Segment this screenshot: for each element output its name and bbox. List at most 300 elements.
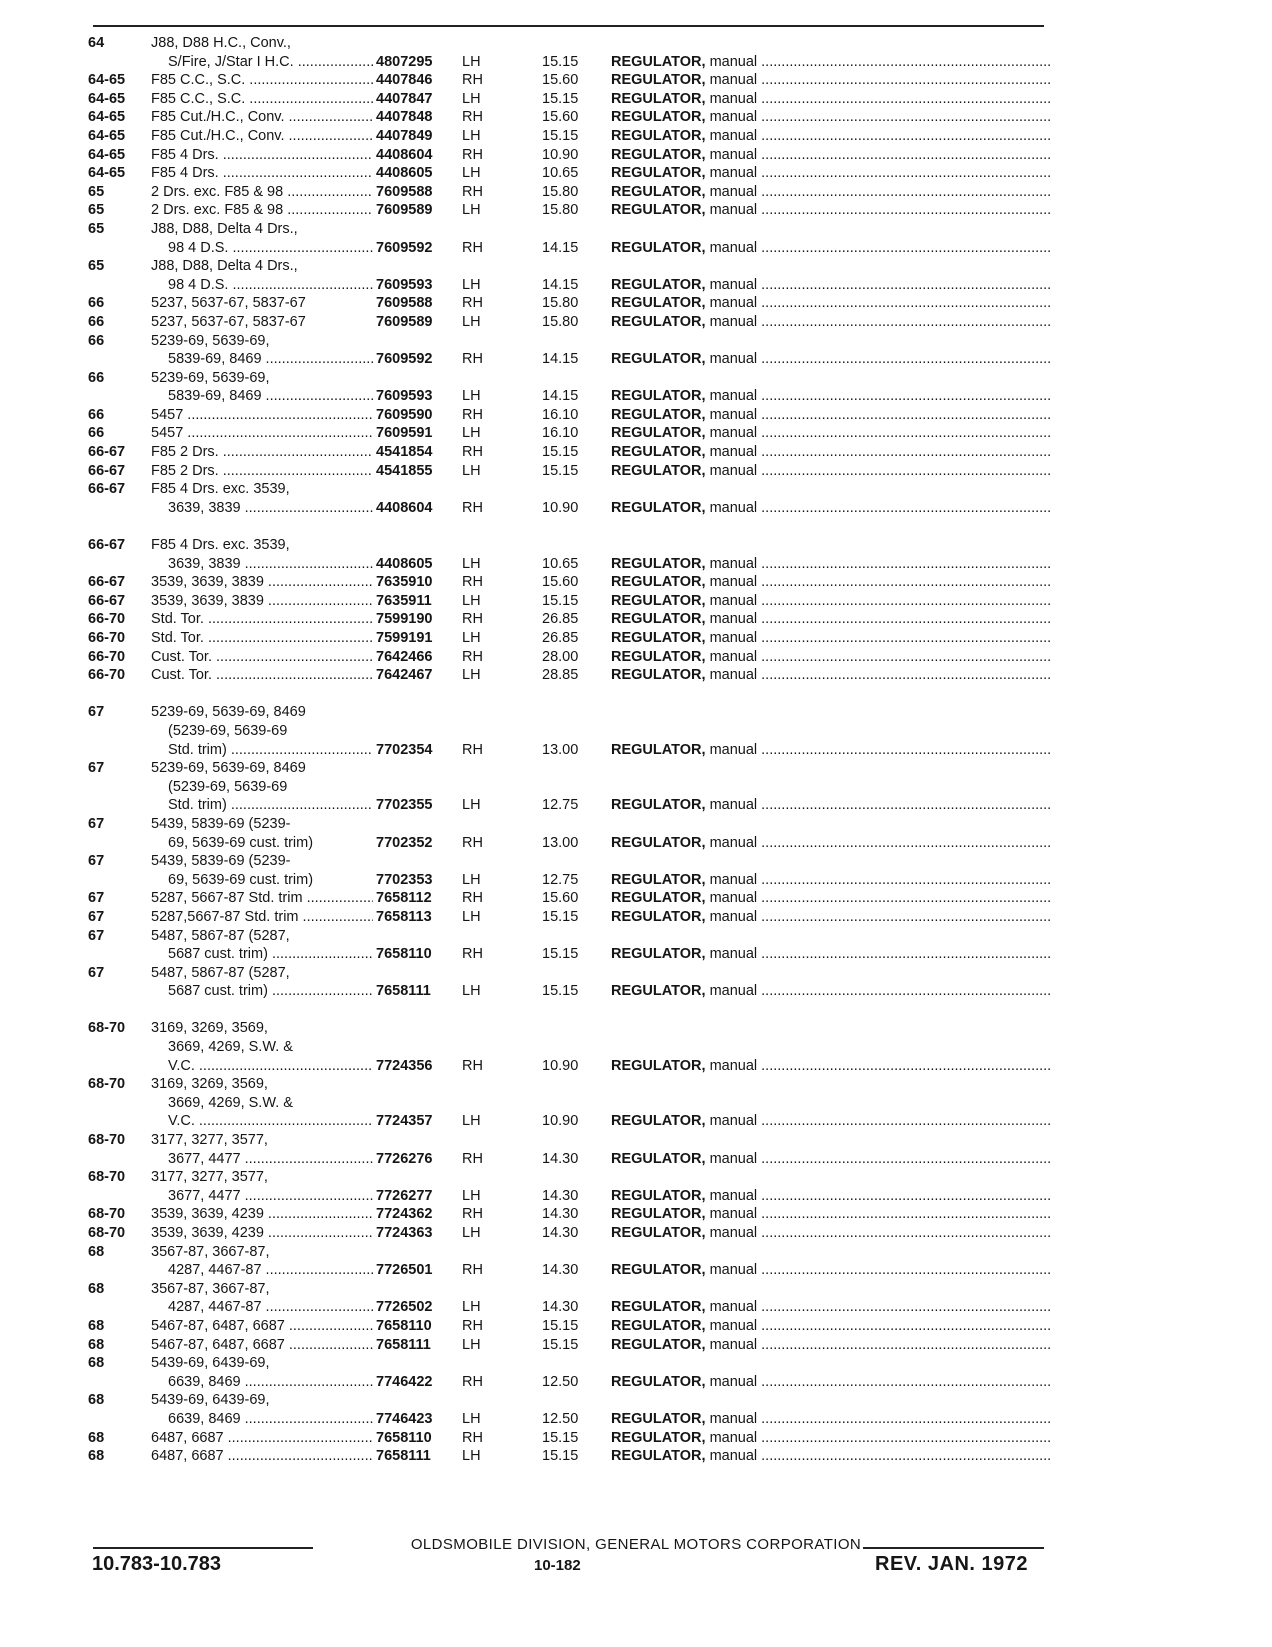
part-name-suffix: manual ..... [710, 407, 1051, 423]
part-row [88, 1243, 1048, 1262]
part-row [88, 759, 1048, 778]
part-name [611, 108, 1051, 127]
side: LH [462, 797, 481, 814]
model-years: 66 [88, 332, 105, 349]
model-years: 68 [88, 1355, 105, 1372]
price: 14.30 [542, 1299, 579, 1316]
model-description: F85 2 Drs. ..... [151, 443, 373, 462]
model-description: 3539, 3639, 3839 ..... [151, 592, 373, 611]
part-name [611, 387, 1051, 406]
part-name-suffix: manual ..... [710, 946, 1051, 962]
model-years: 67 [88, 908, 105, 925]
side: LH [462, 1448, 481, 1465]
part-row [88, 499, 1048, 518]
revision-date: REV. JAN. 1972 [875, 1553, 1029, 1575]
model-description: F85 C.C., S.C. ..... [151, 90, 373, 109]
price: 26.85 [542, 630, 579, 646]
model-description: 6487, 6687 ..... [151, 1447, 373, 1466]
part-number: 7609588 [376, 295, 433, 312]
part-name [611, 889, 1051, 908]
part-row [88, 276, 1048, 295]
side: LH [462, 1410, 481, 1427]
part-name-main: REGULATOR, [611, 834, 706, 851]
part-name-main: REGULATOR, [611, 1187, 706, 1204]
side: LH [462, 871, 481, 888]
model-description: J88, D88, Delta 4 Drs., [151, 220, 298, 237]
model-description: J88, D88, Delta 4 Drs., [151, 258, 298, 275]
part-name-main: REGULATOR, [611, 574, 706, 591]
model-years: 66-70 [88, 630, 126, 646]
part-name-suffix: manual ..... [710, 295, 1051, 311]
part-name-suffix: manual ..... [710, 1318, 1051, 1334]
part-row [88, 313, 1048, 332]
part-number: 7609593 [376, 276, 433, 293]
model-description: 5439-69, 6439-69, [151, 1392, 270, 1409]
part-name [611, 834, 1051, 853]
part-name [611, 629, 1051, 648]
side: RH [462, 444, 483, 461]
part-name-main: REGULATOR, [611, 983, 706, 1000]
price: 26.85 [542, 611, 579, 628]
part-row [88, 610, 1048, 629]
part-number: 7726277 [376, 1187, 433, 1204]
model-years: 64-65 [88, 146, 126, 163]
part-row [88, 1373, 1048, 1392]
model-years: 67 [88, 890, 105, 907]
part-number: 7635910 [376, 574, 433, 591]
part-number: 4541854 [376, 444, 433, 461]
model-description: Std. trim) ..... [168, 796, 373, 815]
model-years: 65 [88, 220, 105, 237]
model-description: 3639, 3839 ..... [168, 499, 373, 518]
side: RH [462, 741, 483, 758]
part-number: 7726276 [376, 1150, 433, 1167]
model-description: F85 Cut./H.C., Conv. ..... [151, 108, 373, 127]
part-name [611, 610, 1051, 629]
part-row [88, 424, 1048, 443]
model-years: 66-67 [88, 444, 126, 461]
spacer-row [88, 1001, 1048, 1020]
price: 16.10 [542, 406, 579, 423]
part-name [611, 71, 1051, 90]
model-years: 66-67 [88, 462, 126, 479]
side: LH [462, 1113, 481, 1130]
model-description: 5237, 5637-67, 5837-67 [151, 295, 306, 312]
part-name-suffix: manual ..... [710, 649, 1051, 665]
part-name-main: REGULATOR, [611, 183, 706, 200]
price: 15.15 [542, 592, 579, 609]
price: 15.80 [542, 202, 579, 219]
part-name [611, 1373, 1051, 1392]
part-name-suffix: manual ..... [710, 1113, 1051, 1129]
part-name [611, 648, 1051, 667]
part-name-main: REGULATOR, [611, 462, 706, 479]
part-name-main: REGULATOR, [611, 72, 706, 89]
model-description: (5239-69, 5639-69 [168, 778, 288, 795]
price: 10.90 [542, 499, 579, 516]
part-name [611, 294, 1051, 313]
side: LH [462, 276, 481, 293]
part-name-main: REGULATOR, [611, 648, 706, 665]
model-years: 66 [88, 313, 105, 330]
part-name-suffix: manual ..... [710, 1058, 1051, 1074]
part-name [611, 1261, 1051, 1280]
part-name-suffix: manual ..... [710, 983, 1051, 999]
side: RH [462, 1317, 483, 1334]
part-row [88, 889, 1048, 908]
part-row [88, 871, 1048, 890]
part-number: 7746422 [376, 1373, 433, 1390]
side: RH [462, 109, 483, 126]
part-name [611, 1429, 1051, 1448]
part-name [611, 146, 1051, 165]
price: 15.80 [542, 313, 579, 330]
part-row [88, 1019, 1048, 1038]
part-name [611, 796, 1051, 815]
part-row [88, 1224, 1048, 1243]
part-number: 4408604 [376, 146, 433, 163]
part-row [88, 1298, 1048, 1317]
part-name-suffix: manual ..... [710, 184, 1051, 200]
part-name-main: REGULATOR, [611, 1317, 706, 1334]
part-name-suffix: manual ..... [710, 835, 1051, 851]
part-name-main: REGULATOR, [611, 1113, 706, 1130]
side: RH [462, 648, 483, 665]
part-name-main: REGULATOR, [611, 351, 706, 368]
part-name-suffix: manual ..... [710, 556, 1051, 572]
part-number: 4807295 [376, 53, 433, 70]
part-name-suffix: manual ..... [710, 463, 1051, 479]
part-number: 7642466 [376, 648, 433, 665]
part-number: 7702353 [376, 871, 433, 888]
model-description: 5487, 5867-87 (5287, [151, 964, 290, 981]
part-number: 7702354 [376, 741, 433, 758]
side: LH [462, 1187, 481, 1204]
part-name [611, 1150, 1051, 1169]
part-name-suffix: manual ..... [710, 109, 1051, 125]
model-years: 64-65 [88, 165, 126, 182]
part-row [88, 90, 1048, 109]
footer-division-text: OLDSMOBILE DIVISION, GENERAL MOTORS CORPORATION [410, 1536, 862, 1553]
part-name-main: REGULATOR, [611, 1373, 706, 1390]
model-description: Cust. Tor. ..... [151, 666, 373, 685]
part-row [88, 443, 1048, 462]
side: LH [462, 165, 481, 182]
part-name-main: REGULATOR, [611, 165, 706, 182]
part-name-main: REGULATOR, [611, 406, 706, 423]
part-row [88, 1112, 1048, 1131]
side: RH [462, 351, 483, 368]
side: LH [462, 983, 481, 1000]
page-number: 10-182 [534, 1557, 581, 1574]
part-name [611, 443, 1051, 462]
part-number: 7702352 [376, 834, 433, 851]
part-number: 7724356 [376, 1057, 433, 1074]
part-row [88, 834, 1048, 853]
model-description: 5457 ..... [151, 424, 373, 443]
part-row [88, 536, 1048, 555]
model-description: 5239-69, 5639-69, 8469 [151, 760, 306, 777]
part-number: 7658110 [376, 946, 432, 963]
part-row [88, 927, 1048, 946]
price: 13.00 [542, 741, 579, 758]
model-description: 3177, 3277, 3577, [151, 1169, 268, 1186]
part-name-main: REGULATOR, [611, 611, 706, 628]
side: LH [462, 630, 481, 646]
model-years: 64-65 [88, 72, 126, 89]
price: 12.75 [542, 871, 579, 888]
model-description: 3677, 4477 ..... [168, 1150, 373, 1169]
part-name-suffix: manual ..... [710, 667, 1051, 683]
side: LH [462, 53, 481, 70]
part-row [88, 480, 1048, 499]
model-years: 66-67 [88, 592, 126, 609]
part-row [88, 1168, 1048, 1187]
part-name-suffix: manual ..... [710, 574, 1051, 590]
part-name-suffix: manual ..... [710, 630, 1051, 646]
part-name-main: REGULATOR, [611, 1225, 706, 1241]
model-years: 68 [88, 1429, 105, 1446]
side: LH [462, 388, 481, 405]
model-years: 66 [88, 425, 105, 442]
part-row [88, 1354, 1048, 1373]
model-description: 5687 cust. trim) ..... [168, 982, 373, 1001]
part-name-main: REGULATOR, [611, 499, 706, 516]
part-name-main: REGULATOR, [611, 1299, 706, 1316]
part-name [611, 424, 1051, 443]
model-description: V.C. ..... [168, 1112, 373, 1131]
price: 10.90 [542, 146, 579, 163]
part-name-suffix: manual ..... [710, 314, 1051, 330]
part-name-main: REGULATOR, [611, 444, 706, 461]
price: 12.50 [542, 1410, 579, 1427]
price: 14.30 [542, 1262, 579, 1279]
section-number: 10.783-10.783 [92, 1553, 222, 1575]
model-description: F85 Cut./H.C., Conv. ..... [151, 127, 373, 146]
part-name [611, 908, 1051, 927]
part-row [88, 201, 1048, 220]
model-description: F85 C.C., S.C. ..... [151, 71, 373, 90]
part-name-suffix: manual ..... [710, 872, 1051, 888]
price: 15.15 [542, 1448, 579, 1465]
part-name [611, 1336, 1051, 1355]
part-name-main: REGULATOR, [611, 388, 706, 405]
model-description: 5439, 5839-69 (5239- [151, 815, 291, 832]
side: LH [462, 592, 481, 609]
model-description: F85 4 Drs. ..... [151, 164, 373, 183]
part-row [88, 369, 1048, 388]
side: RH [462, 890, 483, 907]
model-description: S/Fire, J/Star I H.C. ..... [168, 53, 373, 72]
model-years: 66-67 [88, 481, 126, 498]
model-description: Std. Tor. ..... [151, 610, 373, 629]
model-description: 3567-87, 3667-87, [151, 1243, 270, 1260]
part-name [611, 164, 1051, 183]
price: 15.15 [542, 462, 579, 479]
model-years: 68-70 [88, 1206, 126, 1223]
part-number: 7599190 [376, 611, 433, 628]
price: 14.30 [542, 1150, 579, 1167]
part-row [88, 34, 1048, 53]
model-years: 66 [88, 295, 105, 312]
price: 13.00 [542, 834, 579, 851]
model-description: 3169, 3269, 3569, [151, 1076, 268, 1093]
part-row [88, 462, 1048, 481]
side: LH [462, 127, 481, 144]
model-description: 5487, 5867-87 (5287, [151, 927, 290, 944]
part-row [88, 964, 1048, 983]
part-name [611, 982, 1051, 1001]
spacer-row [88, 517, 1048, 536]
part-number: 7658111 [376, 983, 431, 1000]
part-row [88, 1187, 1048, 1206]
part-row [88, 387, 1048, 406]
part-name-suffix: manual ..... [710, 444, 1051, 460]
side: RH [462, 406, 483, 423]
part-name-main: REGULATOR, [611, 630, 706, 646]
model-years: 67 [88, 964, 105, 981]
part-number: 7658113 [376, 908, 432, 925]
side: RH [462, 499, 483, 516]
model-years: 68 [88, 1392, 105, 1409]
side: RH [462, 1057, 483, 1074]
price: 15.15 [542, 53, 579, 70]
price: 12.75 [542, 797, 579, 814]
part-row [88, 1057, 1048, 1076]
part-number: 4408604 [376, 499, 433, 516]
model-years: 64 [88, 35, 105, 51]
part-number: 7609589 [376, 313, 433, 330]
part-row [88, 1261, 1048, 1280]
part-name-suffix: manual ..... [710, 1411, 1051, 1427]
part-number: 4408605 [376, 555, 433, 572]
part-row [88, 666, 1048, 685]
price: 15.15 [542, 908, 579, 925]
part-name-main: REGULATOR, [611, 871, 706, 888]
model-description: 3539, 3639, 3839 ..... [151, 573, 373, 592]
model-description: 98 4 D.S. ..... [168, 276, 373, 295]
model-years: 67 [88, 760, 105, 777]
model-description: 5467-87, 6487, 6687 ..... [151, 1336, 373, 1355]
part-name [611, 1057, 1051, 1076]
part-row [88, 796, 1048, 815]
part-number: 7724362 [376, 1206, 433, 1223]
part-name [611, 573, 1051, 592]
part-number: 7609592 [376, 351, 433, 368]
model-description: 6639, 8469 ..... [168, 1373, 373, 1392]
part-name-suffix: manual ..... [710, 128, 1051, 144]
part-name-suffix: manual ..... [710, 742, 1051, 758]
part-number: 7726502 [376, 1299, 433, 1316]
model-years: 68 [88, 1448, 105, 1465]
model-years: 68-70 [88, 1076, 126, 1093]
model-years: 64-65 [88, 90, 126, 107]
part-name-suffix: manual ..... [710, 1374, 1051, 1390]
model-description: 5467-87, 6487, 6687 ..... [151, 1317, 373, 1336]
part-row [88, 722, 1048, 741]
part-name-suffix: manual ..... [710, 1448, 1051, 1464]
model-description: 5237, 5637-67, 5837-67 [151, 313, 306, 330]
model-years: 67 [88, 704, 105, 721]
part-name-main: REGULATOR, [611, 127, 706, 144]
price: 14.30 [542, 1206, 579, 1223]
part-row [88, 71, 1048, 90]
side: RH [462, 1429, 483, 1446]
model-description: V.C. ..... [168, 1057, 373, 1076]
side: LH [462, 425, 481, 442]
part-row [88, 1336, 1048, 1355]
part-name-suffix: manual ..... [710, 277, 1051, 293]
model-description: J88, D88 H.C., Conv., [151, 35, 291, 51]
part-number: 7609592 [376, 239, 433, 256]
part-name [611, 127, 1051, 146]
price: 15.15 [542, 1336, 579, 1353]
part-name [611, 183, 1051, 202]
side: RH [462, 295, 483, 312]
part-name-main: REGULATOR, [611, 53, 706, 70]
part-name [611, 406, 1051, 425]
part-name [611, 1187, 1051, 1206]
model-years: 66 [88, 406, 105, 423]
price: 15.80 [542, 295, 579, 312]
part-row [88, 1280, 1048, 1299]
part-name-suffix: manual ..... [710, 351, 1051, 367]
part-name-main: REGULATOR, [611, 1057, 706, 1074]
model-years: 65 [88, 258, 105, 275]
part-row [88, 108, 1048, 127]
part-number: 4407846 [376, 72, 433, 89]
model-description: 3169, 3269, 3569, [151, 1020, 268, 1037]
model-years: 66-70 [88, 667, 126, 684]
part-name-main: REGULATOR, [611, 1410, 706, 1427]
part-name-suffix: manual ..... [710, 91, 1051, 107]
part-row [88, 703, 1048, 722]
model-years: 68-70 [88, 1169, 126, 1186]
model-years: 65 [88, 183, 105, 200]
part-name [611, 741, 1051, 760]
price: 15.15 [542, 444, 579, 461]
model-description: 4287, 4467-87 ..... [168, 1261, 373, 1280]
spacer-row [88, 685, 1048, 704]
price: 15.15 [542, 1317, 579, 1334]
part-name-main: REGULATOR, [611, 1150, 706, 1167]
part-row [88, 146, 1048, 165]
part-name [611, 239, 1051, 258]
part-name-suffix: manual ..... [710, 165, 1051, 181]
side: RH [462, 183, 483, 200]
part-name-main: REGULATOR, [611, 109, 706, 126]
part-name [611, 1224, 1051, 1243]
part-row [88, 294, 1048, 313]
model-description: 69, 5639-69 cust. trim) [168, 871, 314, 888]
part-number: 7724357 [376, 1113, 433, 1130]
model-description: 2 Drs. exc. F85 & 98 ..... [151, 201, 373, 220]
model-description: F85 2 Drs. ..... [151, 462, 373, 481]
part-row [88, 350, 1048, 369]
model-description: F85 4 Drs. ..... [151, 146, 373, 165]
model-description: 5839-69, 8469 ..... [168, 350, 373, 369]
price: 10.90 [542, 1057, 579, 1074]
model-description: 3567-87, 3667-87, [151, 1280, 270, 1297]
part-number: 7609588 [376, 183, 433, 200]
part-name-suffix: manual ..... [710, 72, 1051, 88]
part-name [611, 201, 1051, 220]
part-row [88, 1038, 1048, 1057]
part-name-main: REGULATOR, [611, 425, 706, 442]
side: LH [462, 1299, 481, 1316]
part-name-main: REGULATOR, [611, 555, 706, 572]
part-row [88, 1447, 1048, 1466]
